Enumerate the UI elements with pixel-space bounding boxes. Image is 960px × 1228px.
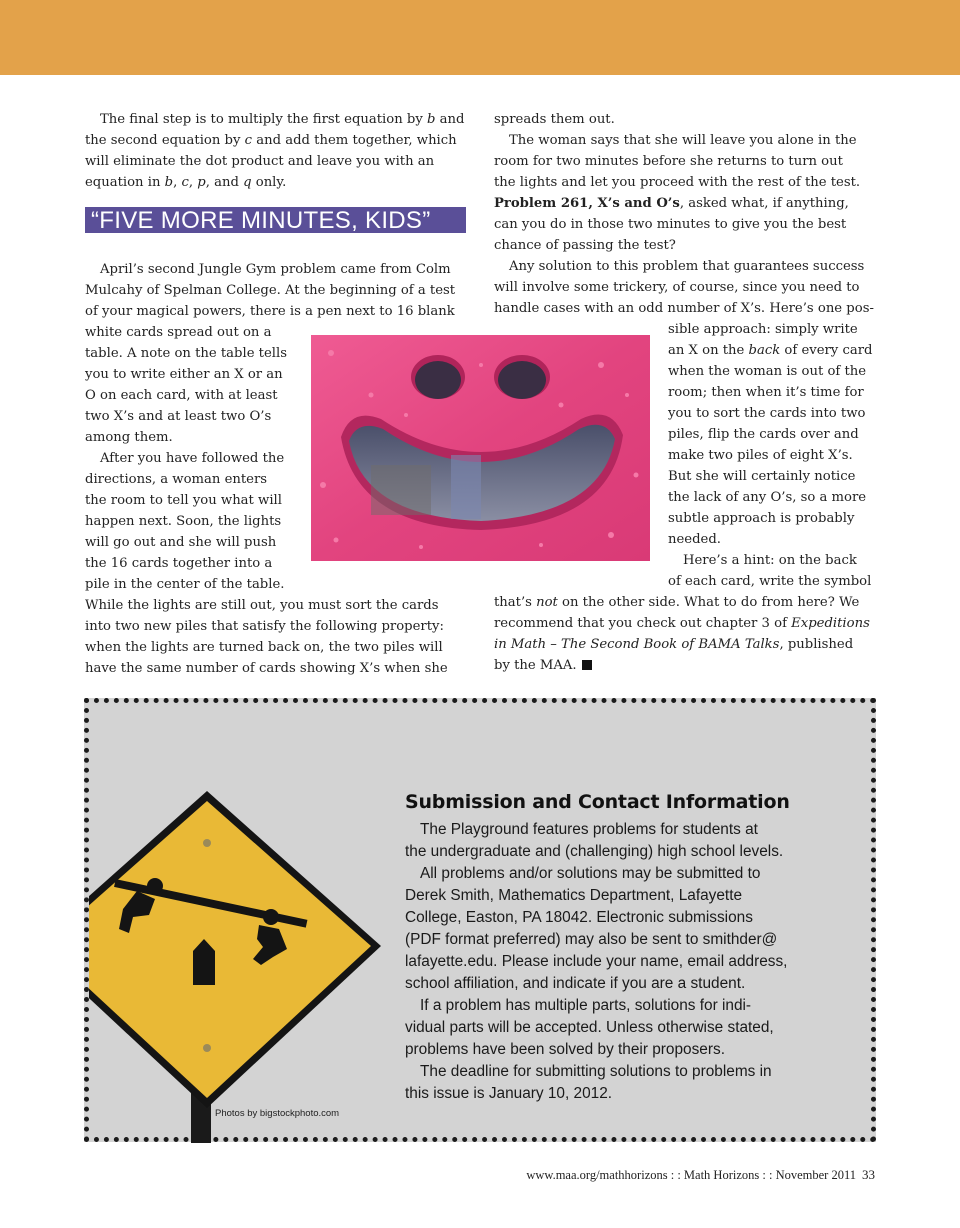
- text-line: you to write either an X or an: [85, 367, 283, 382]
- text-line: Derek Smith, Mathematics Department, Lafayette: [405, 887, 743, 904]
- text-line: needed.: [668, 532, 721, 547]
- text-line: April’s second Jungle Gym problem came from Colm: [100, 262, 451, 277]
- text-line: of your magical powers, there is a pen next to 16 blank: [85, 304, 455, 319]
- text-line: subtle approach is probably: [668, 511, 855, 526]
- text-line: vidual parts will be accepted. Unless otherwise stated,: [405, 1019, 774, 1036]
- text-line: the lack of any O’s, so a more: [668, 490, 867, 505]
- text-line: (PDF format preferred) may also be sent to smithder@: [405, 931, 778, 948]
- text-line: But she will certainly notice: [668, 469, 856, 484]
- text-line: Mulcahy of Spelman College. At the beginning of a test: [85, 283, 456, 298]
- text-line: The woman says that she will leave you alone in the: [509, 133, 857, 148]
- text-line: lafayette.edu. Please include your name, email address,: [405, 953, 788, 970]
- text-line: equation in b, c, p, and q only.: [85, 175, 287, 190]
- text-line: The final step is to multiply the first equation by b and: [100, 112, 465, 127]
- text-line: All problems and/or solutions may be submitted to: [420, 865, 761, 882]
- text-line: handle cases with an odd number of X’s. Here’s one pos-: [494, 301, 874, 316]
- text-line: College, Easton, PA 18042. Electronic submissions: [405, 909, 753, 926]
- text-line: the 16 cards together into a: [85, 556, 273, 571]
- text-line: that’s not on the other side. What to do from here? We: [494, 595, 860, 610]
- text-line: when the lights are turned back on, the two piles will: [85, 640, 443, 655]
- end-mark-icon: [582, 660, 592, 670]
- text-line: the undergraduate and (challenging) high school levels.: [405, 843, 784, 860]
- text-line: the room to tell you what will: [85, 493, 282, 508]
- submission-box: [84, 698, 876, 1142]
- text-line: table. A note on the table tells: [85, 346, 287, 361]
- text-line: make two piles of eight X’s.: [668, 448, 853, 463]
- submission-title: Submission and Contact Information: [405, 791, 790, 813]
- book-title: Expeditions: [791, 616, 870, 631]
- text-line: Here’s a hint: on the back: [683, 553, 857, 568]
- text-line: problems have been solved by their proposers.: [405, 1041, 725, 1058]
- text-line: piles, flip the cards over and: [668, 427, 859, 442]
- text-line: can you do in those two minutes to give you the best: [494, 217, 847, 232]
- text-line: After you have followed the: [100, 451, 285, 466]
- text-line: into two new piles that satisfy the following property:: [85, 619, 444, 634]
- text-line: The Playground features problems for students at: [420, 821, 758, 838]
- text-line: school affiliation, and indicate if you are a student.: [405, 975, 746, 992]
- text-line: Any solution to this problem that guarantees success: [509, 259, 865, 274]
- problem-label: Problem 261, X’s and O’s: [494, 196, 680, 211]
- text-line: chance of passing the test?: [494, 238, 676, 253]
- text-line: the lights and let you proceed with the rest of the test.: [494, 175, 861, 190]
- text-line: an X on the back of every card: [668, 343, 873, 358]
- seesaw-sign-photo: [89, 703, 389, 1143]
- page-footer: [526, 1167, 875, 1183]
- text-line: the second equation by c and add them together, which: [85, 133, 457, 148]
- text-line: recommend that you check out chapter 3 of Expeditions: [494, 616, 870, 631]
- smiley-face-photo: [311, 335, 650, 561]
- text-line: by the MAA.: [494, 656, 592, 677]
- text-line: of each card, write the symbol: [668, 574, 872, 589]
- text-line: While the lights are still out, you must sort the cards: [85, 598, 439, 613]
- text-line: Problem 261, X’s and O’s, asked what, if anything,: [494, 196, 849, 211]
- text-line: If a problem has multiple parts, solutions for indi-: [420, 997, 752, 1014]
- photo-credit: Photos by bigstockphoto.com: [215, 1108, 340, 1119]
- text-line: when the woman is out of the: [668, 364, 867, 379]
- text-line: this issue is January 10, 2012.: [405, 1085, 613, 1102]
- text-line: two X’s and at least two O’s: [85, 409, 272, 424]
- text-line: will involve some trickery, of course, since you need to: [494, 280, 860, 295]
- text-line: among them.: [85, 430, 173, 445]
- text-line: pile in the center of the table.: [85, 577, 285, 592]
- text-line: sible approach: simply write: [668, 322, 858, 337]
- footer-text: www.maa.org/mathhorizons : : Math Horizons : : November 2011: [526, 1168, 856, 1182]
- section-heading: “FIVE MORE MINUTES, KIDS”: [85, 207, 466, 233]
- text-line: room for two minutes before she returns to turn out: [494, 154, 843, 169]
- text-line: will eliminate the dot product and leave you with an: [85, 154, 435, 169]
- text-line: room; then when it’s time for: [668, 385, 864, 400]
- book-title: in Math – The Second Book of BAMA Talks: [494, 637, 780, 652]
- text-line: in Math – The Second Book of BAMA Talks, published: [494, 637, 854, 652]
- text-line: The deadline for submitting solutions to problems in: [420, 1063, 772, 1080]
- text-line: happen next. Soon, the lights: [85, 514, 282, 529]
- text-line: will go out and she will push: [85, 535, 277, 550]
- page-number: 33: [862, 1167, 875, 1182]
- text-line: you to sort the cards into two: [668, 406, 866, 421]
- text-line: spreads them out.: [494, 112, 615, 127]
- text-line: have the same number of cards showing X’s when she: [85, 661, 448, 676]
- text-line: directions, a woman enters: [85, 472, 268, 487]
- text-line: O on each card, with at least: [85, 388, 278, 403]
- top-banner: [0, 0, 960, 75]
- text-line: white cards spread out on a: [85, 325, 272, 340]
